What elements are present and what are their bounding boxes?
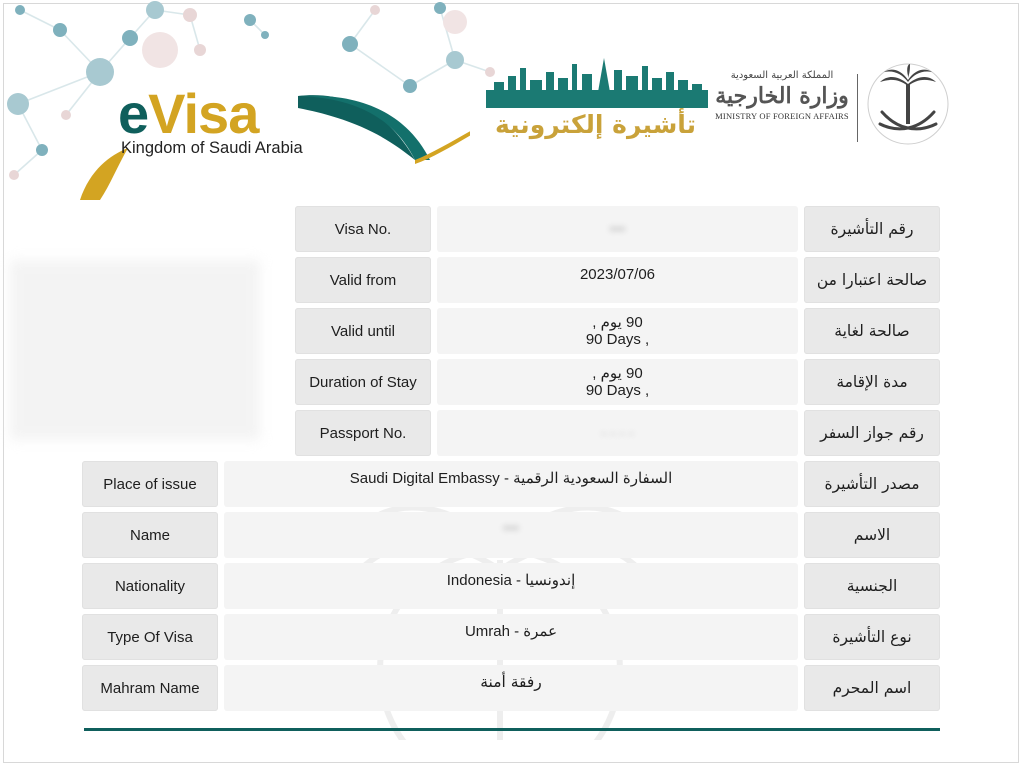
label-ar: الجنسية: [846, 576, 898, 595]
label-type-of-visa: [82, 614, 218, 660]
value-redacted: - - - -: [601, 424, 634, 442]
label-duration-of-stay: [295, 359, 431, 405]
evisa-wordmark: [118, 84, 258, 144]
label-valid-from: [295, 257, 431, 303]
label-ar: اسم المحرم: [832, 678, 912, 697]
value-redacted: •••: [609, 220, 626, 238]
skyline-icon: [486, 58, 708, 108]
evisa-visa: Visa: [148, 82, 259, 145]
ministry-block: [712, 70, 852, 121]
value-line: رفقة أمنة: [480, 673, 542, 691]
bottom-rule: [84, 728, 940, 731]
value-line: Saudi Digital Embassy - السفارة السعودية الرقمية: [349, 470, 673, 487]
label-nationality: [82, 563, 218, 609]
value-line: 90 Days ,: [585, 382, 650, 399]
redacted-photo-area: [10, 260, 260, 440]
value-duration-of-stay: [437, 359, 798, 405]
label-ar: الاسم: [853, 525, 891, 544]
label-place-of-issue: [82, 461, 218, 507]
label-ar-visa-no: [804, 206, 940, 252]
label-en: Type Of Visa: [107, 628, 193, 646]
label-ar-valid-until: [804, 308, 940, 354]
value-valid-from: [437, 257, 798, 303]
value-mahram-name: [224, 665, 798, 711]
label-ar-name: [804, 512, 940, 558]
ministry-arabic: وزارة الخارجية: [715, 83, 849, 109]
value-visa-no: [437, 206, 798, 252]
label-ar-passport-no: [804, 410, 940, 456]
label-ar: صالحة لغاية: [834, 321, 910, 340]
label-en: Valid until: [331, 322, 395, 340]
label-en: Place of issue: [103, 475, 197, 493]
value-nationality: [224, 563, 798, 609]
label-en: Mahram Name: [100, 679, 200, 697]
value-line: 90 يوم ,: [592, 365, 643, 382]
label-ar: صالحة اعتبارا من: [816, 270, 928, 289]
label-visa-no: [295, 206, 431, 252]
brand-subtitle: Kingdom of Saudi Arabia: [121, 139, 303, 157]
label-ar-place-of-issue: [804, 461, 940, 507]
label-en: Passport No.: [319, 424, 407, 442]
label-ar: رقم جواز السفر: [820, 423, 924, 442]
ministry-english: MINISTRY OF FOREIGN AFFAIRS: [715, 111, 849, 121]
value-line: Indonesia - إندونسيا: [446, 572, 576, 589]
label-valid-until: [295, 308, 431, 354]
label-name: [82, 512, 218, 558]
label-ar-valid-from: [804, 257, 940, 303]
label-ar: رقم التأشيرة: [830, 219, 914, 238]
value-place-of-issue: [224, 461, 798, 507]
label-ar-duration-of-stay: [804, 359, 940, 405]
value-line: Umrah - عمرة: [464, 623, 558, 640]
label-en: Valid from: [329, 271, 397, 289]
value-passport-no: [437, 410, 798, 456]
ministry-divider: [857, 74, 858, 142]
value-name: [224, 512, 798, 558]
label-en: Visa No.: [334, 220, 392, 238]
kingdom-arabic: المملكة العربية السعودية: [730, 70, 834, 81]
label-en: Duration of Stay: [309, 373, 417, 391]
value-line: 2023/07/06: [579, 266, 656, 283]
saudi-emblem-icon: [866, 62, 950, 146]
label-en: Name: [129, 526, 170, 544]
label-en: Nationality: [114, 577, 186, 595]
label-ar-nationality: [804, 563, 940, 609]
label-passport-no: [295, 410, 431, 456]
value-valid-until: [437, 308, 798, 354]
label-ar-type-of-visa: [804, 614, 940, 660]
label-ar: نوع التأشيرة: [832, 627, 912, 646]
label-ar: مدة الإقامة: [836, 372, 908, 391]
value-redacted: •••: [503, 520, 519, 537]
label-ar: مصدر التأشيرة: [824, 474, 920, 493]
value-line: 90 Days ,: [585, 331, 650, 348]
arabic-evisa-title: تأشيرة إلكترونية: [494, 110, 697, 139]
label-mahram-name: [82, 665, 218, 711]
evisa-e: e: [118, 82, 149, 145]
value-line: 90 يوم ,: [592, 314, 643, 331]
value-type-of-visa: [224, 614, 798, 660]
label-ar-mahram-name: [804, 665, 940, 711]
